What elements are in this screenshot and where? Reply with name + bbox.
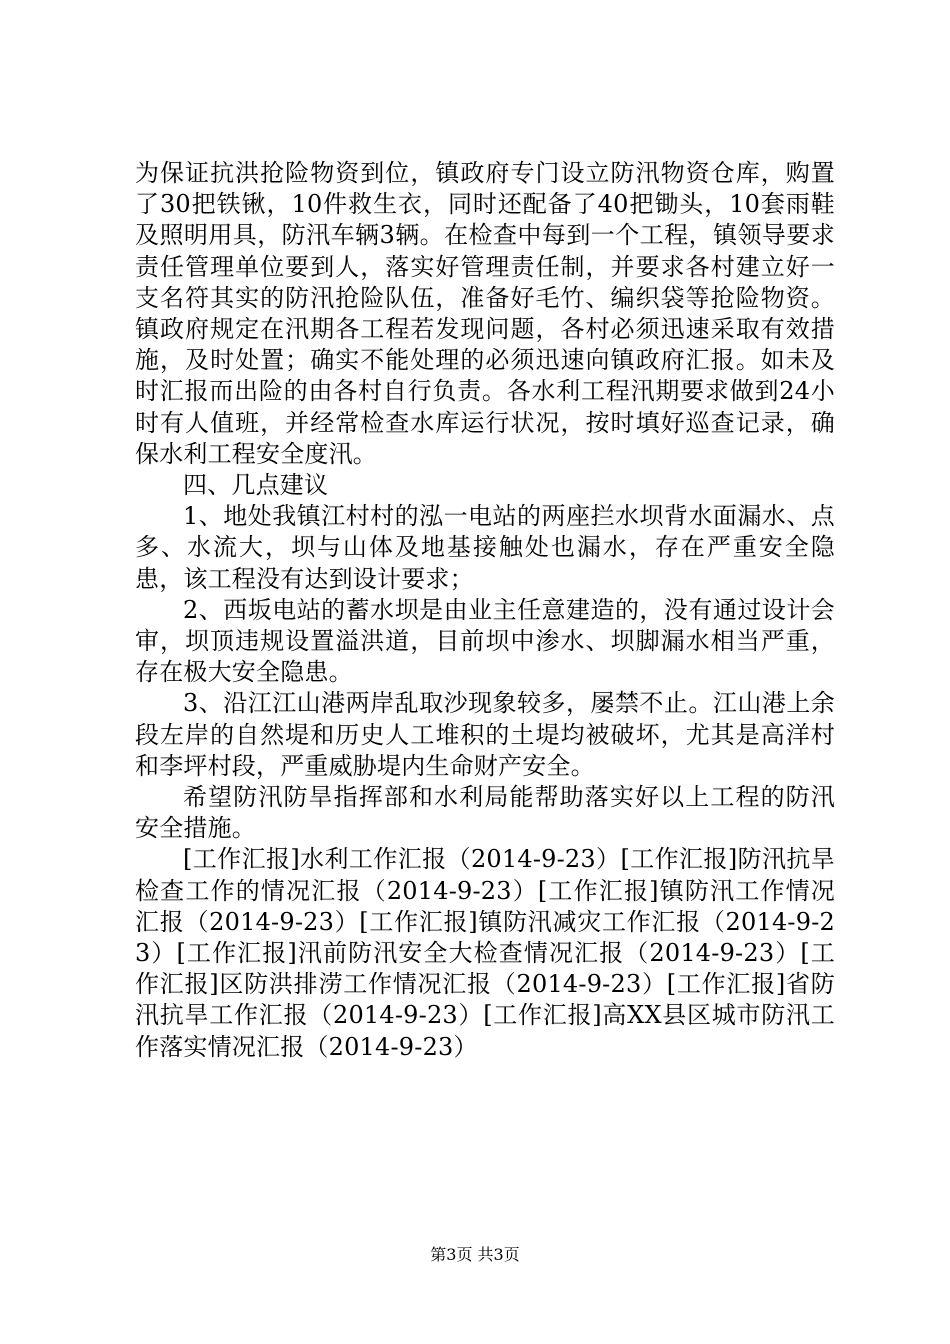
paragraph-suggestion-3: 3、沿江江山港两岸乱取沙现象较多，屡禁不止。江山港上余段左岸的自然堤和历史人工堆积的土堤均被破坏，尤其是高洋村和李坪村段，严重威胁堤内生命财产安全。: [135, 689, 835, 780]
paragraph-materials: 为保证抗洪抢险物资到位，镇政府专门设立防汛物资仓库，购置了30把铁锹，10件救生衣，同时还配备了40把锄头，10套雨鞋及照明用具，防汛车辆3辆。在检查中每到一个工程，镇领导要求责任管理单位要到人，落实好管理责任制，并要求各村建立好一支名符其实的防汛抢险队伍，准备好毛竹、编织袋等抢险物资。镇政府规定在汛期各工程若发现问题，各村必须迅速采取有效措施，及时处置；确实不能处理的必须迅速向镇政府汇报。如未及时汇报而出险的由各村自行负责。各水利工程汛期要求做到24小时有人值班，并经常检查水库运行状况，按时填好巡查记录，确保水利工程安全度汛。: [135, 159, 835, 468]
paragraph-suggestion-1: 1、地处我镇江村村的泓一电站的两座拦水坝背水面漏水、点多、水流大，坝与山体及地基接触处也漏水，存在严重安全隐患，该工程没有达到设计要求；: [135, 502, 835, 593]
paragraph-suggestion-2: 2、西坂电站的蓄水坝是由业主任意建造的，没有通过设计会审，坝顶违规设置溢洪道，目前坝中渗水、坝脚漏水相当严重，存在极大安全隐患。: [135, 595, 835, 687]
page-number-footer: 第3页 共3页: [430, 1245, 520, 1264]
paragraph-related-links: [工作汇报]水利工作汇报（2014-9-23）[工作汇报]防汛抗旱检查工作的情况汇报（2014-9-23）[工作汇报]镇防汛工作情况汇报（2014-9-23）[工作汇报]镇防汛减灾工作汇报（2014-9-23）[工作汇报]汛前防汛安全大检查情况汇报（2014-9-23）[工作汇报]区防洪排涝工作情况汇报（2014-9-23）[工作汇报]省防汛抗旱工作汇报（2014-9-23）[工作汇报]高XX县区城市防汛工作落实情况汇报（2014-9-23）: [135, 845, 835, 1061]
paragraph-closing: 希望防汛防旱指挥部和水利局能帮助落实好以上工程的防汛安全措施。: [135, 783, 835, 843]
section-heading-suggestions: 四、几点建议: [183, 471, 329, 500]
document-body: [135, 158, 835, 1063]
